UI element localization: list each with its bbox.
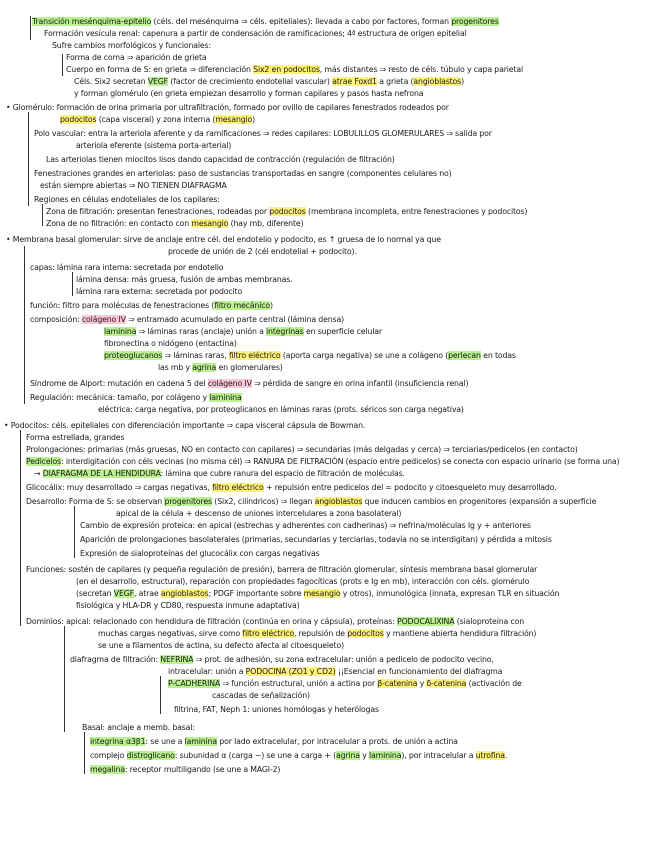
highlighted-term: NEFRINA bbox=[160, 655, 194, 664]
highlighted-term: integrinas bbox=[266, 327, 304, 336]
note-line: Pedicelos: interdigitación con céls vecinas (no misma cél) ⇒ RANURA DE FILTRACIÓN (espacio entre pedicelos) se conecta con espacio urinario (se forma una) bbox=[26, 457, 620, 466]
note-line: • Podocitos: céls. epiteliales con diferenciación importante ⇒ capa visceral cápsula de Bowman. bbox=[4, 421, 366, 430]
highlighted-term: podocitos bbox=[269, 207, 306, 216]
note-line: composición: colágeno IV ⇒ entramado acumulado en parte central (lámina densa) bbox=[30, 315, 344, 324]
highlighted-term: agrina bbox=[192, 363, 217, 372]
note-line: Síndrome de Alport: mutación en cadena 5 del colágeno IV ⇒ pérdida de sangre en orina infantil (insuficiencia renal) bbox=[30, 379, 469, 388]
highlighted-term: filtro eléctrico bbox=[242, 629, 294, 638]
highlighted-term: PODOCALIXINA bbox=[397, 617, 455, 626]
note-line: procede de unión de 2 (cél endotelial + podocito). bbox=[168, 247, 357, 256]
note-line: Forma de coma ⇒ aparición de grieta bbox=[66, 53, 207, 62]
highlighted-term: podocitos bbox=[283, 65, 320, 74]
highlighted-term: proteoglucanos bbox=[104, 351, 163, 360]
note-line: Basal: anclaje a memb. basal: bbox=[82, 723, 195, 732]
highlighted-term: angioblastos bbox=[413, 77, 462, 86]
note-line: arteriola eferente (sistema porta-arterial) bbox=[76, 141, 232, 150]
note-line: Cambio de expresión proteica: en apical (estrechas y adherentes con cadherinas) ⇒ nefrina/moléculas Ig y + anteriores bbox=[80, 521, 531, 530]
note-line: complejo distroglicano: subunidad α (carga −) se une a carga + (agrina y laminina), por intracelular a utrofina. bbox=[90, 751, 508, 760]
highlighted-term: angioblastos bbox=[314, 497, 363, 506]
note-line: Prolongaciones: primarias (más gruesas, NO en contacto con capilares) ⇒ secundarias (más delgadas y cerca) ⇒ terciarias/pedicelos (en contacto) bbox=[26, 445, 578, 454]
note-line: Regulación: mecánica: tamaño, por colágeno y laminina bbox=[30, 393, 242, 402]
highlighted-term: DIAFRAGMA DE LA HENDIDURA bbox=[42, 469, 161, 478]
outline-connector bbox=[62, 54, 63, 76]
highlighted-term: Pedicelos bbox=[26, 457, 62, 466]
outline-connector bbox=[72, 272, 73, 296]
highlighted-term: PODOCINA (ZO1 y CD2) bbox=[245, 667, 336, 676]
highlighted-term: colágeno IV bbox=[81, 315, 126, 324]
note-line: fisiológica y HLA-DR y CD80, respuesta inmune adaptativa) bbox=[76, 601, 300, 610]
highlighted-term: megalina bbox=[90, 765, 125, 774]
highlighted-term: laminina bbox=[209, 393, 242, 402]
highlighted-term: mesangio bbox=[303, 589, 341, 598]
note-line: Funciones: sostén de capilares (y pequeña regulación de presión), barrera de filtración glomerular, síntesis membrana basal glomerular bbox=[26, 565, 538, 574]
outline-connector bbox=[84, 732, 85, 774]
note-line: podocitos (capa visceral) y zona interna (mesangio) bbox=[60, 115, 256, 124]
note-line: Cuerpo en forma de S: en grieta ⇒ diferenciación Six2 en podocitos, más distantes ⇒ resto de céls. túbulo y capa parietal bbox=[66, 65, 524, 74]
note-line: Las arteriolas tienen miocitos lisos dando capacidad de contracción (regulación de filtración) bbox=[46, 155, 395, 164]
note-line: proteoglucanos ⇒ láminas raras, filtro eléctrico (aporta carga negativa) se une a colágeno (perlecan en todas bbox=[104, 351, 516, 360]
note-line: lámina densa: más gruesa, fusión de ambas membranas. bbox=[76, 275, 293, 284]
note-line: Sufre cambios morfológicos y funcionales: bbox=[52, 41, 211, 50]
highlighted-term: progenitores bbox=[164, 497, 212, 506]
note-line: Polo vascular: entra la arteriola aferente y da ramificaciones ⇒ redes capilares: LOBULILLOS GLOMERULARES ⇒ salida por bbox=[34, 129, 492, 138]
note-line: P-CADHERINA ⇒ función estructural, unión a actina por β-catenina y δ-catenina (activación de bbox=[168, 679, 522, 688]
note-line: laminina ⇒ láminas raras (anclaje) unión a integrinas en superficie celular bbox=[104, 327, 382, 336]
note-line: están siempre abiertas ⇒ NO TIENEN DIAFRAGMA bbox=[40, 181, 227, 190]
highlighted-term: VEGF bbox=[113, 589, 134, 598]
note-line: Dominios: apical: relacionado con hendidura de filtración (continúa en orina y cápsula), proteínas: PODOCALIXINA (sialoproteína con bbox=[26, 617, 525, 626]
highlighted-term: laminina bbox=[104, 327, 137, 336]
note-line: muchas cargas negativas, sirve como filtro eléctrico, repulsión de podocitos y mantiene abierta hendidura filtración) bbox=[98, 629, 537, 638]
highlighted-term: laminina bbox=[369, 751, 402, 760]
highlighted-term: mesangio bbox=[215, 115, 253, 124]
note-line: Expresión de sialoproteínas del glucocálix con cargas negativas bbox=[80, 549, 320, 558]
highlighted-term: VEGF bbox=[147, 77, 169, 86]
highlighted-term: δ-catenina bbox=[426, 679, 467, 688]
note-line: eléctrica: carga negativa, por proteoglicanos en láminas raras (prots. séricos son carga negativa) bbox=[98, 405, 464, 414]
outline-connector bbox=[74, 506, 75, 558]
highlighted-term: laminina bbox=[184, 737, 217, 746]
highlighted-term: colágeno IV bbox=[207, 379, 252, 388]
highlighted-term: perlecan bbox=[448, 351, 481, 360]
highlighted-term: angioblastos bbox=[160, 589, 209, 598]
highlighted-term: agrina bbox=[335, 751, 360, 760]
highlighted-term: utrofina bbox=[475, 751, 505, 760]
note-line: Zona de no filtración: en contacto con mesangio (hay mb, diferente) bbox=[46, 219, 304, 228]
note-line: Desarrollo: Forma de S: se observan progenitores (Six2, cilíndricos) ⇒ llegan angioblastos que inducen cambios en progenitores (expansión a superficie bbox=[26, 497, 597, 506]
note-line: y forman glomérulo (en grieta empiezan desarrollo y forman capilares y pasos hasta nefrona bbox=[74, 89, 424, 98]
note-line: Forma estrellada, grandes bbox=[26, 433, 125, 442]
highlighted-term: filtro eléctrico bbox=[212, 483, 264, 492]
note-line: (secretan VEGF, atrae angioblastos; PDGF importante sobre mesangio y otros), inmunológica (innata, expresan TLR en situación bbox=[76, 589, 560, 598]
highlighted-term: β-catenina bbox=[377, 679, 418, 688]
note-line: filtrina, FAT, Neph 1: uniones homólogas y heterólogas bbox=[174, 705, 379, 714]
note-line: • Glomérulo: formación de orina primaria por ultrafiltración, formado por ovillo de capilares fenestrados rodeados por bbox=[6, 103, 449, 112]
note-line: Transición mesénquima-epitelio (céls. del mesénquima ⇒ céls. epiteliales): llevada a cabo por factores, forman progenitores bbox=[32, 17, 499, 26]
highlighted-term: integrina α3β1 bbox=[90, 737, 146, 746]
note-line: diafragma de filtración: NEFRINA ⇒ prot. de adhesión, su zona extracelular: unión a pedicelo de podocito vecino, bbox=[70, 655, 494, 664]
highlighted-term: Six2 en podocitos bbox=[253, 65, 320, 74]
note-line: Céls. Six2 secretan VEGF (factor de crecimiento endotelial vascular) atrae Foxd1 a grieta (angioblastos) bbox=[74, 77, 464, 86]
highlighted-term: podocitos bbox=[60, 115, 97, 124]
note-line: Fenestraciones grandes en arteriolas: paso de sustancias transportadas en sangre (componentes celulares no) bbox=[34, 169, 452, 178]
highlighted-term: atrae Foxd1 bbox=[332, 77, 377, 86]
highlighted-term: distroglicano bbox=[126, 751, 175, 760]
outline-connector bbox=[20, 430, 21, 626]
note-line: fibronectina o nidógeno (entactina) bbox=[104, 339, 237, 348]
note-line: función: filtro para moléculas de fenestraciones (filtro mecánico) bbox=[30, 301, 273, 310]
note-line: Aparición de prolongaciones basolaterales (primarias, secundarias y terciarias, todavía no se interdigitan) y pérdida a mitosis bbox=[80, 535, 552, 544]
note-line: Formación vesícula renal: capenura a partir de condensación de ramificaciones; 4ª estructura de origen epitelial bbox=[44, 29, 467, 38]
outline-connector bbox=[30, 16, 31, 40]
note-line: cascadas de señalización) bbox=[212, 691, 310, 700]
note-line: • Membrana basal glomerular: sirve de anclaje entre cél. del endotelio y podocito, es ↑ gruesa de lo normal ya que bbox=[6, 235, 441, 244]
highlighted-term: progenitores bbox=[451, 17, 499, 26]
note-line: Glicocálix: muy desarrollado ⇒ cargas negativas, filtro eléctrico + repulsión entre pedicelos del = podocito y citoesqueleto muy desarrollado. bbox=[26, 483, 557, 492]
outline-connector bbox=[24, 246, 25, 404]
outline-connector bbox=[160, 676, 161, 714]
note-line: (en el desarrollo, estructural), reparación con propiedades fagocíticas (prots e Ig en mb), interacción con céls. glomérulo bbox=[76, 577, 530, 586]
highlighted-term: filtro mecánico bbox=[214, 301, 270, 310]
note-line: capas: lámina rara interna: secretada por endotelio bbox=[30, 263, 224, 272]
outline-connector bbox=[42, 204, 43, 226]
note-line: lámina rara externa: secretada por podocito bbox=[76, 287, 243, 296]
note-line: apical de la célula + descenso de uniones intercelulares a zona basolateral) bbox=[116, 509, 402, 518]
highlighted-term: mesangio bbox=[191, 219, 229, 228]
outline-connector bbox=[64, 626, 65, 732]
highlighted-term: podocitos bbox=[347, 629, 384, 638]
highlighted-term: Transición mesénquima-epitelio bbox=[32, 17, 152, 26]
note-line: se une a filamentos de actina, su defecto afecta al citoesqueleto) bbox=[98, 641, 344, 650]
note-line: Zona de filtración: presentan fenestraciones, rodeadas por podocitos (membrana incompleta, entre fenestraciones y podocitos) bbox=[46, 207, 528, 216]
note-line: → DIAFRAGMA DE LA HENDIDURA: lámina que cubre ranura del espacio de filtración de moléculas. bbox=[34, 469, 405, 478]
note-line: integrina α3β1: se une a laminina por lado extracelular, por intracelular a prots. de unión a actina bbox=[90, 737, 458, 746]
note-line: las mb y agrina en glomerulares) bbox=[158, 363, 283, 372]
note-line: Regiones en células endoteliales de los capilares: bbox=[34, 195, 220, 204]
note-line: intracelular: unión a PODOCINA (ZO1 y CD2) ¡¡Esencial en funcionamiento del diafragma bbox=[168, 667, 503, 676]
highlighted-term: filtro eléctrico bbox=[228, 351, 281, 360]
highlighted-term: P-CADHERINA bbox=[168, 679, 221, 688]
outline-connector bbox=[28, 112, 29, 206]
note-line: megalina: receptor multiligando (se une a MAGI-2) bbox=[90, 765, 281, 774]
